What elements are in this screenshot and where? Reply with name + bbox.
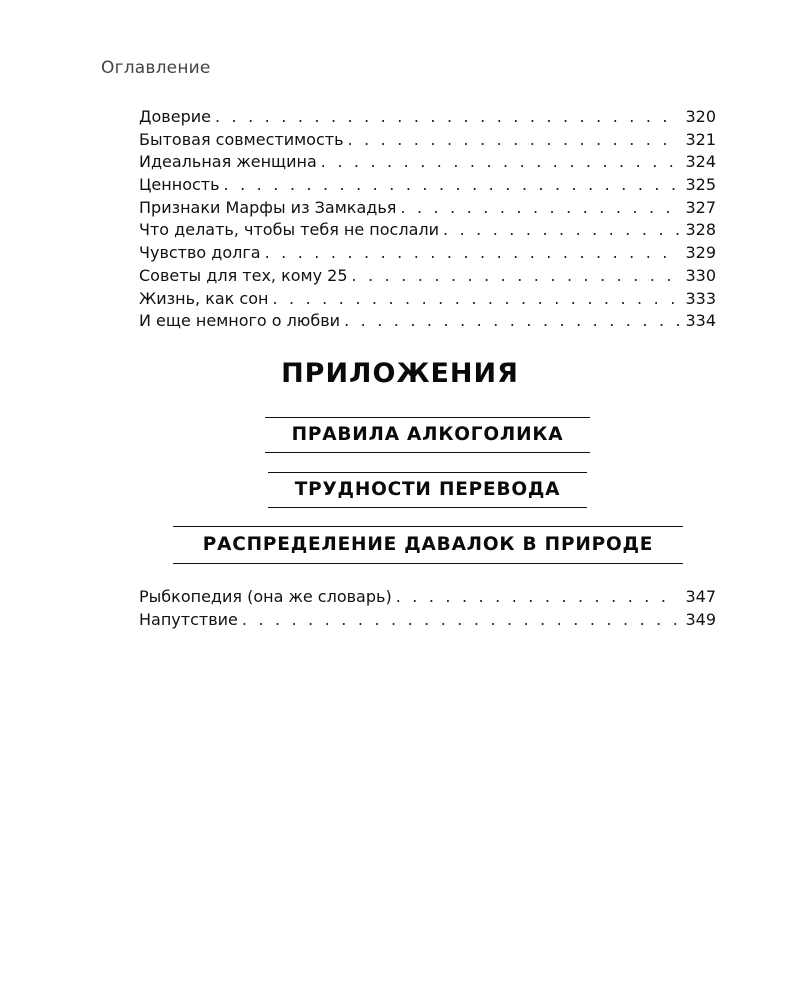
toc-entry-title: И еще немного о любви: [139, 311, 341, 331]
toc-entry[interactable]: [139, 219, 716, 242]
toc-entry-title: Бытовая совместимость: [139, 129, 344, 149]
toc-entry-title: Рыбкопедия (она же словарь): [139, 587, 392, 606]
appendix-item[interactable]: РАСПРЕДЕЛЕНИЕ ДАВАЛОК В ПРИРОДЕ: [173, 526, 683, 564]
toc-leader-dots: [352, 265, 680, 288]
toc-leader-dots: [344, 310, 679, 333]
toc-entry[interactable]: [139, 310, 716, 333]
toc-entry-page: 330: [685, 265, 716, 285]
toc-entry-title: Доверие: [139, 107, 211, 126]
toc-leader-dots: [400, 197, 679, 220]
toc-entry[interactable]: [139, 174, 716, 197]
toc-entry-page: 327: [685, 197, 716, 217]
table-of-contents: [139, 106, 716, 333]
toc-entry-title: Ценность: [139, 175, 220, 195]
toc-leader-dots: [224, 174, 680, 197]
toc-entry-page: 334: [685, 311, 716, 331]
toc-entry[interactable]: [139, 265, 716, 288]
toc-entry[interactable]: [139, 242, 716, 265]
toc-entry-page: 320: [685, 107, 716, 126]
toc-leader-dots: [396, 586, 680, 609]
appendices-heading: ПРИЛОЖЕНИЯ: [281, 358, 519, 389]
toc-leader-dots: [321, 151, 680, 174]
toc-leader-dots: [215, 106, 679, 129]
running-head: Оглавление: [101, 58, 211, 78]
toc-leader-dots: [443, 219, 679, 242]
toc-entry[interactable]: [139, 288, 716, 311]
appendix-item[interactable]: ТРУДНОСТИ ПЕРЕВОДА: [268, 472, 587, 508]
toc-entry-title: Чувство долга: [139, 243, 261, 263]
toc-leader-dots: [242, 609, 680, 632]
toc-leader-dots: [272, 288, 679, 311]
toc-leader-dots: [348, 129, 680, 152]
toc-leader-dots: [265, 242, 680, 265]
toc-entry[interactable]: [139, 197, 716, 220]
toc-entry-title: Жизнь, как сон: [139, 288, 269, 308]
toc-entry-page: 329: [685, 243, 716, 263]
toc-entry[interactable]: [139, 151, 716, 174]
toc-entry-title: Идеальная женщина: [139, 152, 317, 172]
table-of-contents-end: [139, 586, 716, 631]
toc-entry-page: 328: [685, 220, 716, 240]
toc-entry-title: Советы для тех, кому 25: [139, 265, 348, 285]
toc-entry-page: 321: [685, 129, 716, 149]
toc-entry-page: 349: [685, 609, 716, 629]
toc-entry-title: Что делать, чтобы тебя не послали: [139, 220, 440, 240]
toc-entry-title: Признаки Марфы из Замкадья: [139, 197, 397, 217]
toc-entry[interactable]: [139, 586, 716, 609]
toc-entry-page: 324: [685, 152, 716, 172]
toc-entry[interactable]: [139, 609, 716, 632]
toc-entry[interactable]: [139, 106, 716, 129]
toc-entry-title: Напутствие: [139, 609, 238, 629]
toc-entry-page: 333: [685, 288, 716, 308]
appendix-item[interactable]: ПРАВИЛА АЛКОГОЛИКА: [265, 417, 590, 453]
toc-entry[interactable]: [139, 129, 716, 152]
toc-entry-page: 325: [685, 175, 716, 195]
toc-entry-page: 347: [685, 587, 716, 606]
